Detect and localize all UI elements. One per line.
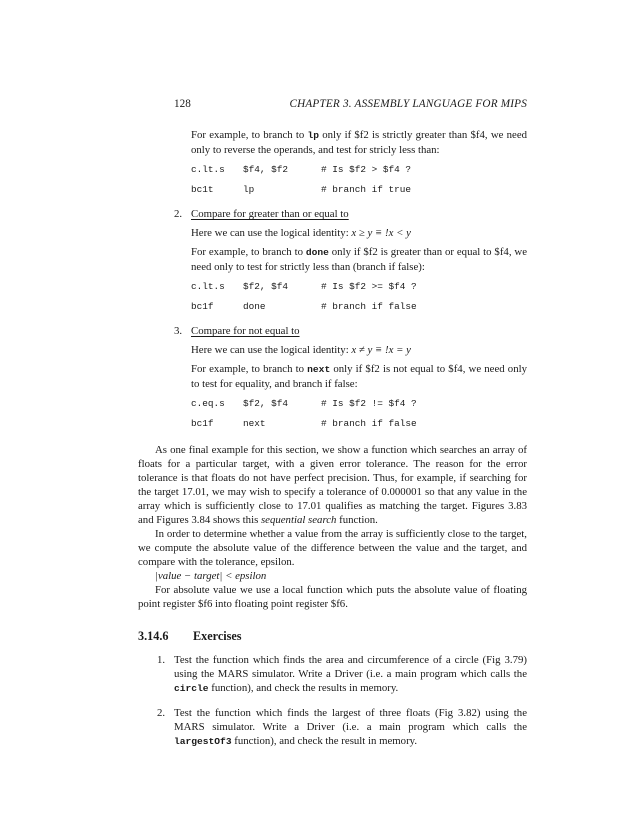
exercise-item: 2. Test the function which finds the largest of three floats (Fig 3.82) using the MARS simulator. Write a Driver (i.e. a main program which calls the largestOf3 function), and check the result in memory. — [157, 707, 527, 747]
exercise-number: 1. — [157, 654, 166, 666]
section-number: 3.14.6 — [138, 629, 169, 643]
list-item-3 — [174, 324, 527, 431]
exercise-list — [138, 653, 527, 749]
code-label: done — [305, 247, 329, 258]
code-label: largestOf3 — [174, 736, 232, 747]
code-line: c.eq.s $f2, $f4 # Is $f2 != $f4 ? — [191, 398, 417, 409]
page-content — [138, 128, 528, 749]
exercise-number: 2. — [157, 707, 166, 719]
item-paragraph: For example, to branch to done only if $f2 is greater than or equal to $f4, we need only to test for strictly less than (branch if false): — [191, 246, 527, 273]
exercise-item: 1. Test the function which finds the area and circumference of a circle (Fig 3.79) using the MARS simulator. Write a Driver (i.e. a main program which calls the circle function), and check the results in memory. — [157, 654, 527, 694]
chapter-title: CHAPTER 3. ASSEMBLY LANGUAGE FOR MIPS — [289, 98, 527, 110]
item-paragraph: For example, to branch to next only if $f2 is not equal to $f4, we need only to test for equality, and branch if false: — [191, 363, 527, 390]
page-number: 128 — [174, 98, 191, 110]
intro-paragraph: For example, to branch to lp only if $f2 is strictly greater than $f4, we need only to reverse the operands, and test for stricly less than: — [191, 129, 528, 156]
body-paragraph: For absolute value we use a local function which puts the absolute value of floating point register $f6 into floating point register $f6. — [138, 584, 527, 610]
running-header — [174, 98, 527, 112]
code-line: bc1t lp # branch if true — [191, 184, 412, 195]
formula: |value − target| < epsilon — [155, 570, 267, 582]
intro-block — [174, 128, 527, 197]
code-line: bc1f done # branch if false — [191, 301, 417, 312]
section-title: Exercises — [193, 629, 242, 643]
item-number: 3. — [174, 325, 183, 337]
code-label: next — [307, 364, 331, 375]
body-text — [138, 443, 527, 749]
item-number: 2. — [174, 208, 183, 220]
section-heading — [138, 629, 527, 643]
code-line: c.lt.s $f2, $f4 # Is $f2 >= $f4 ? — [191, 281, 417, 292]
list-item-2 — [174, 207, 527, 314]
identity-line: Here we can use the logical identity: x ≥ y ≡ !x < y — [191, 227, 411, 239]
identity-line: Here we can use the logical identity: x ≠ y ≡ !x = y — [191, 344, 411, 356]
item-heading: Compare for not equal to — [191, 325, 300, 337]
code-line: bc1f next # branch if false — [191, 418, 417, 429]
body-paragraph: As one final example for this section, we show a function which searches an array of floats for a particular target, with a given error tolerance. The reason for the error tolerance is that floats do not have perfect precision. Thus, for example, if searching for the target 17.01, we may wish to specify a tolerance of 0.000001 so that any value in the array which is sufficiently close to 17.01 qualifies as matching the target. Figures 3.83 and Figures 3.84 shows this sequential search function. — [138, 444, 527, 526]
item-heading: Compare for greater than or equal to — [191, 208, 349, 220]
code-line: c.lt.s $f4, $f2 # Is $f2 > $f4 ? — [191, 164, 412, 175]
code-label: circle — [174, 683, 209, 694]
code-label: lp — [307, 130, 319, 141]
body-paragraph: In order to determine whether a value from the array is sufficiently close to the target, we compute the absolute value of the difference between the value and the target, and compare with the tolerance, epsilon. — [138, 528, 527, 568]
